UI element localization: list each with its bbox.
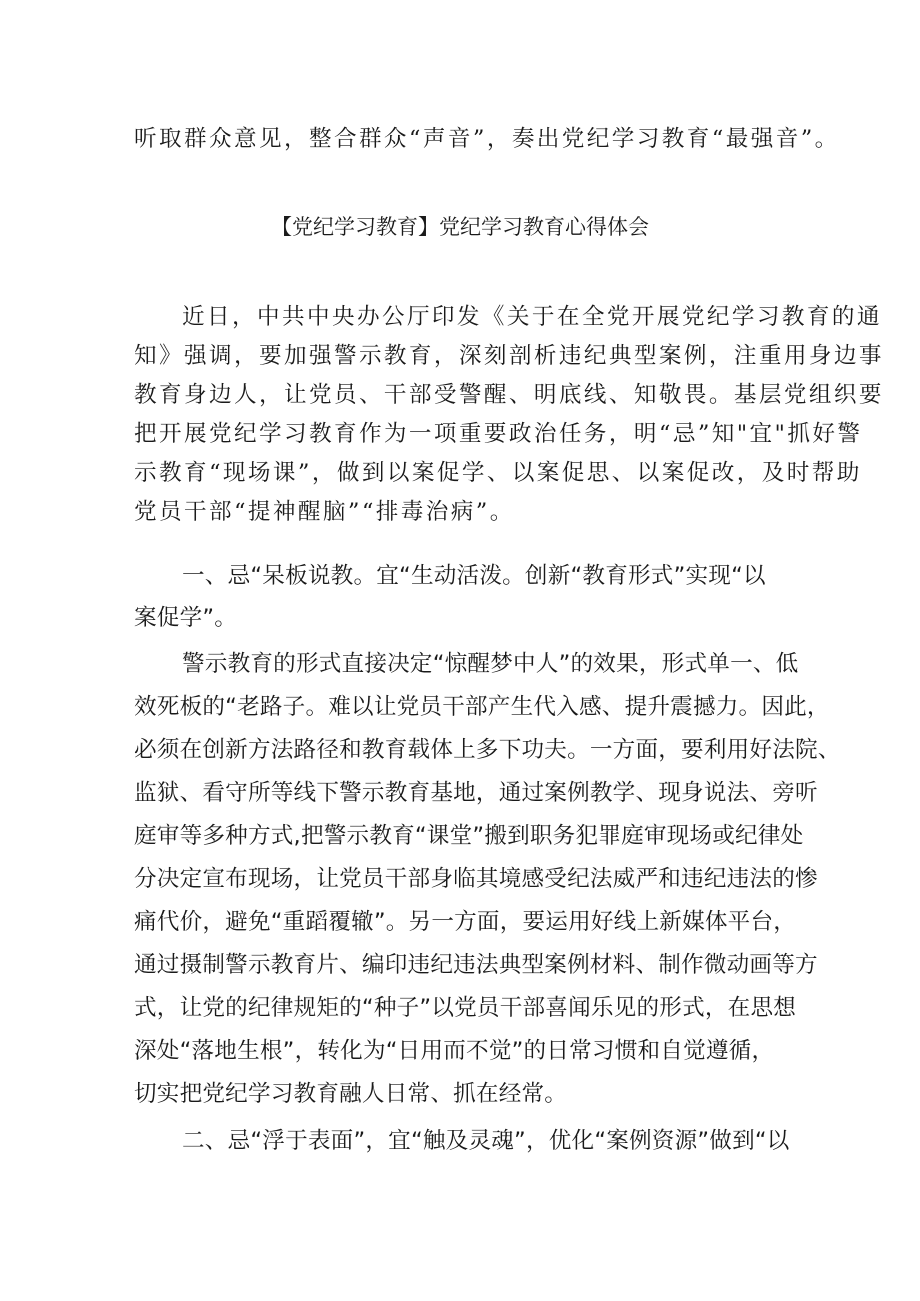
page-title: 【党纪学习教育】党纪学习教育心得体会 (271, 215, 649, 239)
section1-body-line: 警示教育的形式直接决定“惊醒梦中人”的效果，形式单一、低 (182, 651, 799, 677)
lead-line: 听取群众意见，整合群众“声音”，奏出党纪学习教育“最强音”。 (134, 126, 840, 152)
section1-body-line: 切实把党纪学习教育融人日常、抓在经常。 (134, 1081, 568, 1107)
intro-line: 近日，中共中央办公厅印发《关于在全党开展党纪学习教育的通 (182, 304, 882, 330)
intro-line: 教育身边人，让党员、干部受警醒、明底线、知敬畏。基层党组织要 (134, 382, 884, 408)
section1-heading-line: 一、忌“呆板说教。宜“生动活泼。创新“教育形式”实现“以 (182, 563, 766, 589)
section1-body-line: 必须在创新方法路径和教育载体上多下功夫。一方面，要利用好法院、 (134, 737, 841, 763)
section1-body-line: 庭审等多种方式,把警示教育“课堂”搬到职务犯罪庭审现场或纪律处 (134, 823, 804, 849)
section1-body-line: 深处“落地生根”，转化为“日用而不觉”的日常习惯和自觉遵循， (134, 1038, 775, 1064)
intro-line: 党员干部“提神醒脑”“排毒治病”。 (134, 499, 515, 525)
section1-body-line: 痛代价，避免“重蹈覆辙”。另一方面，要运用好线上新媒体平台， (134, 909, 797, 935)
section2-heading-line: 二、忌“浮于表面”，宜“触及灵魂”，优化“案例资源”做到“以 (182, 1128, 790, 1154)
section1-body-line: 效死板的“老路子。难以让党员干部产生代入感、提升震撼力。因此， (134, 694, 830, 720)
intro-line: 知》强调，要加强警示教育，深刻剖析违纪典型案例，注重用身边事 (134, 343, 884, 369)
section1-body-line: 式，让党的纪律规矩的“种子”以党员干部喜闻乐见的形式，在思想 (134, 995, 797, 1021)
intro-line: 示教育“现场课”，做到以案促学、以案促思、以案促改，及时帮助 (134, 460, 862, 486)
section1-body-line: 通过摄制警示教育片、编印违纪违法典型案例材料、制作微动画等方 (134, 952, 818, 978)
section1-heading-line: 案促学”。 (134, 605, 238, 631)
section1-body-line: 监狱、看守所等线下警示教育基地，通过案例教学、现身说法、旁听 (134, 780, 818, 806)
section1-body-line: 分决定宣布现场，让党员干部身临其境感受纪法威严和违纪违法的惨 (134, 866, 818, 892)
intro-line: 把开展党纪学习教育作为一项重要政治任务，明“忌”知"宜"抓好警 (134, 421, 863, 447)
